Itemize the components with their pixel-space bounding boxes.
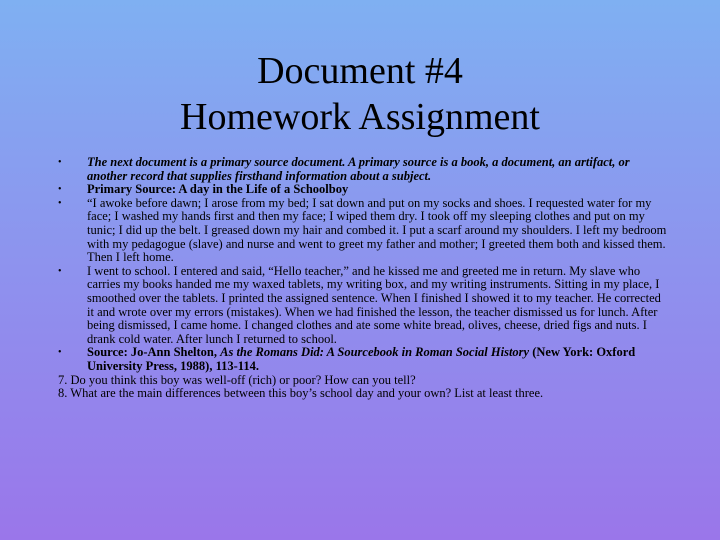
bullet-dot: • <box>58 347 62 359</box>
school-text: I went to school. I entered and said, “Hello teacher,” and he kissed me and greeted me in return. My slave who carries my books handed me my waxed tablets, my writing box, and my writing instruments. Sitting in my place, I smoothed over the tablets. I printed the assigned sentence. When I finished I showed it to my teacher. He corrected it and wrote over my errors (mistakes). When we had finished the lesson, the teacher dismissed us for lunch. After being dismissed, I came home. I changed clothes and ate some white bread, olives, cheese, dried figs and nuts. I drank cold water. After lunch I returned to school. <box>87 263 661 346</box>
bullet-dot: • <box>58 184 62 196</box>
intro-text: The next document is a primary source document. A primary source is a book, a document, an artifact, or another record that supplies firsthand information about a subject. <box>87 155 630 183</box>
citation-prefix: Source: Jo-Ann Shelton, <box>87 345 221 360</box>
bullet-school <box>58 265 668 347</box>
bullet-citation <box>58 346 668 373</box>
bullet-morning <box>58 197 668 265</box>
question-7: 7. Do you think this boy was well-off (rich) or poor? How can you tell? <box>58 372 416 387</box>
title-line-2: Homework Assignment <box>180 96 540 138</box>
bullet-intro <box>58 156 668 183</box>
slide-title <box>0 48 720 140</box>
title-line-1: Document #4 <box>257 50 463 92</box>
bullet-dot: • <box>58 265 62 277</box>
citation-book-title: As the Romans Did: A Sourcebook in Roman Social History <box>220 345 530 360</box>
bullet-primary-source <box>58 183 668 197</box>
citation-suffix: (New York: Oxford University Press, 1988), 113-114. <box>87 345 636 373</box>
morning-text: “I awoke before dawn; I arose from my bed; I sat down and put on my socks and shoes. I requested water for my face; I washed my hands first and then my face; I wiped them dry. I took off my sleeping clothes and put on my tunic; I did up the belt. I greased down my hair and combed it. I put a scarf around my shoulders. I left my bedroom with my pedagogue (slave) and nurse and went to greet my father and mother; I greeted them both and kissed them. Then I left home. <box>87 195 667 265</box>
bullet-dot: • <box>58 197 62 209</box>
question-8: 8. What are the main differences between this boy’s school day and your own? List at least three. <box>58 386 544 401</box>
primary-source-heading: Primary Source: A day in the Life of a Schoolboy <box>87 182 349 197</box>
bullet-dot: • <box>58 157 62 168</box>
slide-body <box>58 156 668 401</box>
